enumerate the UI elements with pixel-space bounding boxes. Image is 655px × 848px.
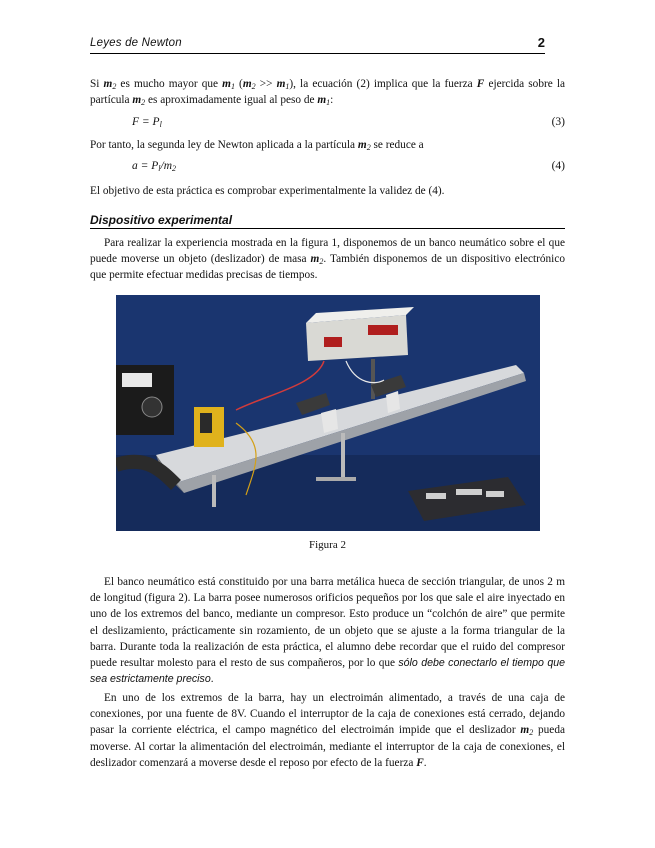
paragraph-3: El objetivo de esta práctica es comprobar experimentalmente la validez de (4). bbox=[90, 185, 445, 197]
paragraph-4: Para realizar la experiencia mostrada en la figura 1, disponemos de un banco neumático sobre el que puede moverse un objeto (deslizador) de masa $m_2$. También disponemos de un dispositivo electrónico que permite efectuar medidas precisas de tiempos. bbox=[90, 237, 565, 282]
header-title: Leyes de Newton bbox=[90, 37, 182, 49]
figure-caption: Figura 2 bbox=[309, 539, 346, 551]
equation-4 bbox=[90, 160, 565, 176]
page-number: 2 bbox=[537, 35, 545, 50]
equation-3-number: (3) bbox=[551, 116, 565, 128]
air-track-photo bbox=[116, 295, 540, 531]
paragraph-1: Si $m_2$ es mucho mayor que $m_1$ $(m_2 >> m_1)$, la ecuación (2) implica que la fuerza F ejercida sobre la partícula $m_2$ es aproximadamente igual al peso de $m_1$: bbox=[90, 78, 566, 108]
section-title: Dispositivo experimental bbox=[90, 213, 233, 227]
paragraph-6: En uno de los extremos de la barra, hay un electroimán alimentado, a través de una caja de conexiones, por una fuente de 8V. Cuando el interruptor de la caja de conexiones está cerrado, dejando pasar la corriente eléctrica, el campo magnético del electroimán impide que el deslizador $m_2$ pueda moverse. Al cortar la alimentación del electroimán, mediante el interruptor de la caja de conexiones, el deslizador comenzará a moverse desde el reposo por efecto de la fuerza F. bbox=[90, 692, 565, 769]
paragraph-2: Por tanto, la segunda ley de Newton aplicada a la partícula $m_2$ se reduce a bbox=[90, 139, 424, 152]
equation-3 bbox=[90, 116, 565, 132]
equation-4-number: (4) bbox=[551, 160, 565, 172]
equation-4-formula: $a = P_l/m_2$ bbox=[132, 160, 177, 173]
paragraph-5: El banco neumático está constituido por una barra metálica hueca de sección triangular, de unos 2 m de longitud (figura 2). La barra posee numerosos orificios pequeños por los que sale el aire inyectado en uno de los extremos del banco, mediante un compresor. Esto produce un “colchón de aire” que permite el deslizamiento, prácticamente sin rozamiento, de un objeto que se ajuste a la forma triangular de la barra. Durante toda la realización de esta práctica, el alumno debe recordar que el ruido del compresor puede resultar molesto para el resto de sus compañeros, por lo que sólo debe conectarlo el tiempo que sea estrictamente preciso. bbox=[90, 576, 565, 686]
equation-3-formula: $F = P_l$ bbox=[132, 116, 162, 129]
section-heading bbox=[90, 211, 565, 229]
air-track-illustration bbox=[116, 295, 540, 531]
running-header bbox=[90, 37, 545, 54]
